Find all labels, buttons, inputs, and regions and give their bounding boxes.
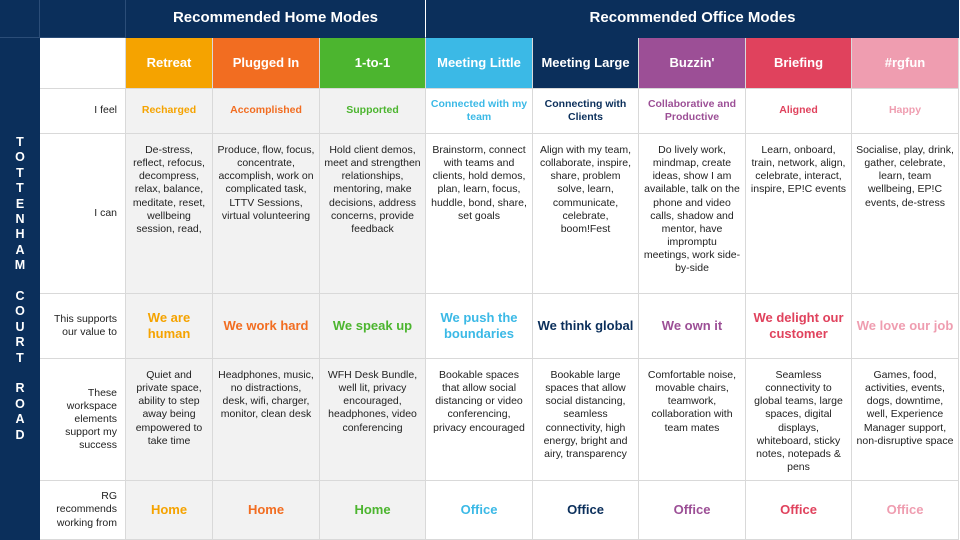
mode-briefing: Briefing [746, 38, 852, 89]
value-meeting-large: We think global [533, 294, 639, 359]
where-one-to-one: Home [320, 481, 426, 540]
value-one-to-one: We speak up [320, 294, 426, 359]
side-label-text: T O T T E N H A M C O U R T R O A D [14, 134, 26, 442]
home-modes-header: Recommended Home Modes [126, 0, 426, 38]
feel-meeting-little: Connected with my team [426, 89, 533, 134]
elements-one-to-one: WFH Desk Bundle, well lit, privacy encouraged, headphones, video conferencing [320, 359, 426, 481]
where-buzzin: Office [639, 481, 746, 540]
mode-retreat: Retreat [126, 38, 213, 89]
can-one-to-one: Hold client demos, meet and strengthen relationships, mentoring, make decisions, address concerns, provide feedback [320, 134, 426, 294]
row-label-where: RG recommends working from [40, 481, 126, 540]
value-buzzin: We own it [639, 294, 746, 359]
feel-briefing: Aligned [746, 89, 852, 134]
elements-rgfun: Games, food, activities, events, dogs, downtime, well, Experience Manager support, non-disruptive space [852, 359, 959, 481]
where-plugged-in: Home [213, 481, 320, 540]
feel-meeting-large: Connecting with Clients [533, 89, 639, 134]
can-plugged-in: Produce, flow, focus, concentrate, accomplish, work on complicated task, LTTV Sessions, virtual volunteering [213, 134, 320, 294]
feel-plugged-in: Accomplished [213, 89, 320, 134]
value-meeting-little: We push the boundaries [426, 294, 533, 359]
feel-retreat: Recharged [126, 89, 213, 134]
mode-rgfun: #rgfun [852, 38, 959, 89]
can-briefing: Learn, onboard, train, network, align, celebrate, interact, inspire, EP!C events [746, 134, 852, 294]
mode-buzzin: Buzzin' [639, 38, 746, 89]
where-briefing: Office [746, 481, 852, 540]
can-rgfun: Socialise, play, drink, gather, celebrate, learn, team wellbeing, EP!C events, de-stress [852, 134, 959, 294]
row-label-can: I can [40, 134, 126, 294]
office-modes-header: Recommended Office Modes [426, 0, 959, 38]
mode-meeting-little: Meeting Little [426, 38, 533, 89]
mode-one-to-one: 1-to-1 [320, 38, 426, 89]
elements-meeting-large: Bookable large spaces that allow social distancing, seamless connectivity, high energy, bright and airy, transparency [533, 359, 639, 481]
where-rgfun: Office [852, 481, 959, 540]
corner-cell-2 [40, 0, 126, 38]
mode-meeting-large: Meeting Large [533, 38, 639, 89]
mode-plugged-in: Plugged In [213, 38, 320, 89]
value-rgfun: We love our job [852, 294, 959, 359]
row-label-elements: These workspace elements support my success [40, 359, 126, 481]
side-label-panel [0, 38, 40, 540]
elements-meeting-little: Bookable spaces that allow social distancing or video conferencing, privacy encouraged [426, 359, 533, 481]
where-retreat: Home [126, 481, 213, 540]
can-buzzin: Do lively work, mindmap, create ideas, show I am available, talk on the phone and video calls, shadow and mentor, have impromptu meetings, work side-by-side [639, 134, 746, 294]
can-retreat: De-stress, reflect, refocus, decompress, relax, balance, meditate, reset, wellbeing session, read, [126, 134, 213, 294]
corner-cell [0, 0, 40, 38]
value-plugged-in: We work hard [213, 294, 320, 359]
elements-retreat: Quiet and private space, ability to step away being empowered to take time [126, 359, 213, 481]
feel-one-to-one: Supported [320, 89, 426, 134]
where-meeting-little: Office [426, 481, 533, 540]
value-briefing: We delight our customer [746, 294, 852, 359]
row-label-value: This supports our value to [40, 294, 126, 359]
can-meeting-large: Align with my team, collaborate, inspire, share, problem solve, learn, communicate, celebrate, boom!Fest [533, 134, 639, 294]
feel-rgfun: Happy [852, 89, 959, 134]
feel-buzzin: Collaborative and Productive [639, 89, 746, 134]
can-meeting-little: Brainstorm, connect with teams and clients, hold demos, plan, learn, focus, huddle, bond, share, set goals [426, 134, 533, 294]
mode-name-label-cell [40, 38, 126, 89]
row-label-feel: I feel [40, 89, 126, 134]
elements-buzzin: Comfortable noise, movable chairs, teamwork, collaboration with team mates [639, 359, 746, 481]
elements-briefing: Seamless connectivity to global teams, large spaces, digital displays, whiteboard, sticky notes, notepads & pens [746, 359, 852, 481]
elements-plugged-in: Headphones, music, no distractions, desk, wifi, charger, monitor, clean desk [213, 359, 320, 481]
where-meeting-large: Office [533, 481, 639, 540]
value-retreat: We are human [126, 294, 213, 359]
